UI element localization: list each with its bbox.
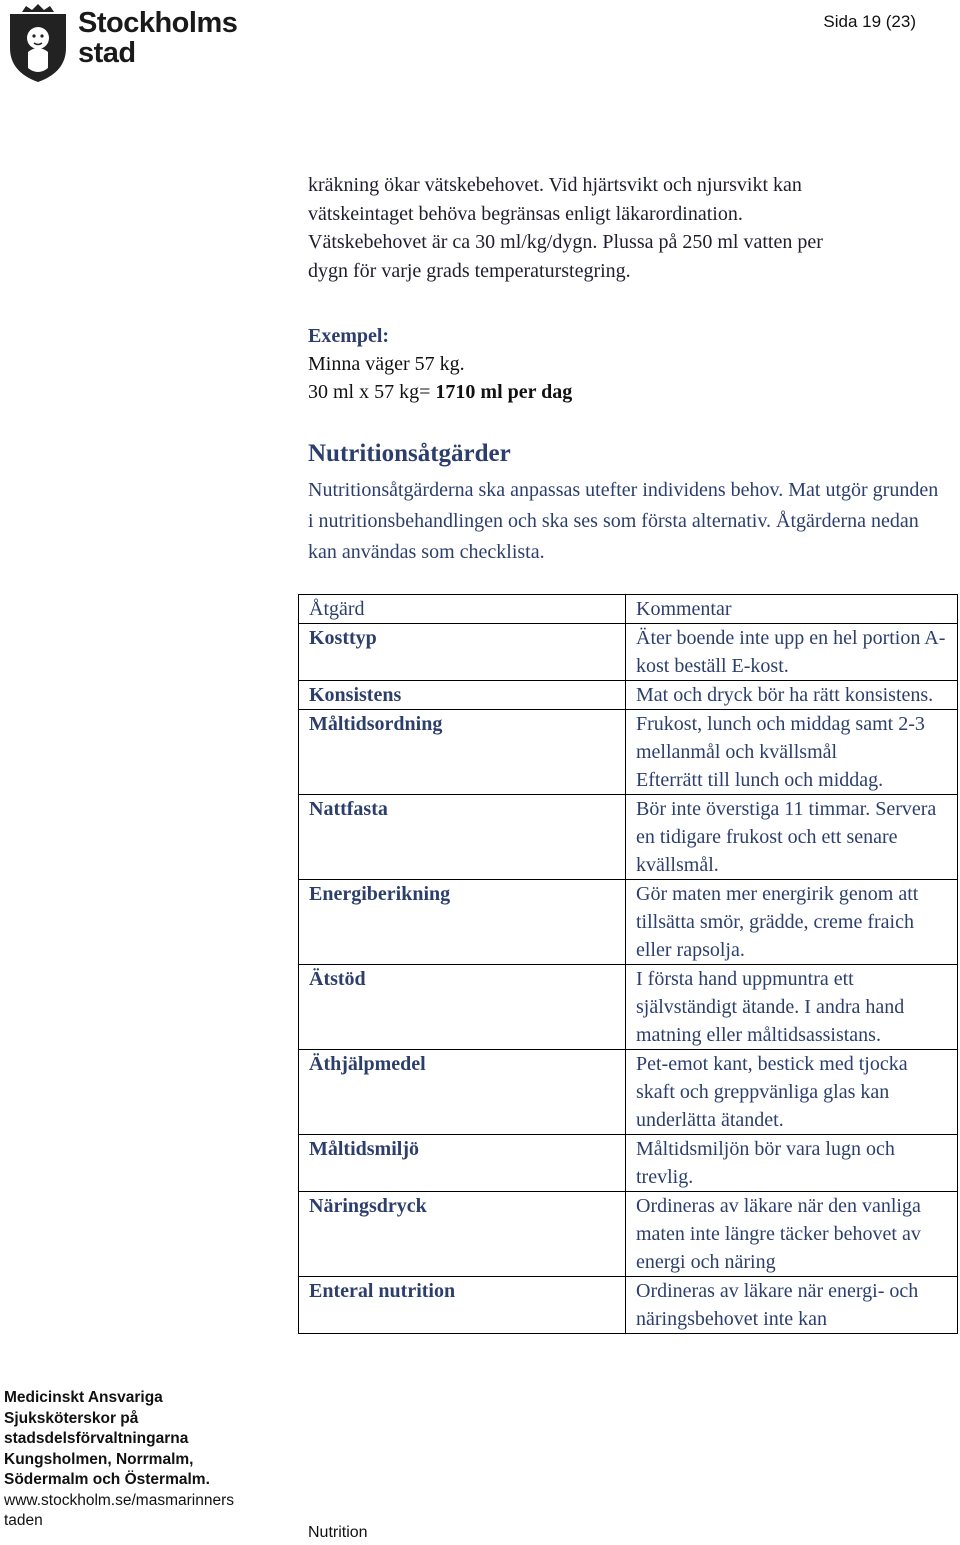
header-comment: Kommentar [626,595,958,624]
action-cell: Kosttyp [299,624,626,681]
intro-paragraph [308,171,938,285]
table-row [299,681,958,710]
comment-cell: I första hand uppmuntra ett självständigt ätande. I andra hand matning eller måltidsassistans. [626,965,958,1050]
comment-cell: Äter boende inte upp en hel portion A-kost beställ E-kost. [626,624,958,681]
comment-cell: Gör maten mer energirik genom att tillsätta smör, grädde, creme fraich eller rapsolja. [626,880,958,965]
example-calculation [308,378,938,406]
intro-line: kräkning ökar vätskebehovet. Vid hjärtsvikt och njursvikt kan [308,174,802,196]
sidebar-line: Sjuksköterskor på [4,1409,139,1427]
comment-cell: Ordineras av läkare när energi- och näringsbehovet inte kan [626,1277,958,1334]
action-cell: Ätstöd [299,965,626,1050]
comment-cell: Ordineras av läkare när den vanliga maten inte längre täcker behovet av energi och näring [626,1192,958,1277]
comment-cell: Pet-emot kant, bestick med tjocka skaft och greppvänliga glas kan underlätta ätandet. [626,1050,958,1135]
action-cell: Måltidsmiljö [299,1135,626,1192]
sidebar-link-cont[interactable]: taden [4,1512,43,1529]
table-row [299,624,958,681]
comment-cell: Mat och dryck bör ha rätt konsistens. [626,681,958,710]
action-cell: Näringsdryck [299,1192,626,1277]
city-crest-icon [6,4,70,84]
table-row [299,1192,958,1277]
comment-cell: Bör inte överstiga 11 timmar. Servera en tidigare frukost och ett senare kvällsmål. [626,795,958,880]
comment-cell: Måltidsmiljön bör vara lugn och trevlig. [626,1135,958,1192]
calc-result: 1710 ml per dag [435,381,573,403]
comment-cell [626,710,958,795]
intro-line: dygn för varje grads temperaturstegring. [308,259,631,282]
example-line: Minna väger 57 kg. [308,353,465,375]
intro-line: vätskeintaget behöva begränsas enligt läkarordination. [308,202,743,225]
sidebar-line: Södermalm och Östermalm. [4,1471,210,1488]
logo-text-line2: stad [78,37,136,69]
table-row [299,710,958,795]
logo-text-line1: Stockholms [78,7,238,39]
table-row [299,965,958,1050]
table-row [299,1135,958,1192]
sidebar-link[interactable]: www.stockholm.se/masmarinners [4,1491,234,1509]
sidebar-line: Kungsholmen, Norrmalm, [4,1450,194,1468]
section-heading: Nutritionsåtgärder [308,440,511,467]
comment-text-extra: Efterrätt till lunch och middag. [636,769,884,791]
section-text: Nutritionsåtgärderna ska anpassas utefter individens behov. Mat utgör grunden i nutritionsbehandlingen och ska ses som första alternativ. Åtgärderna nedan kan användas som checklista. [308,479,939,563]
header-action: Åtgärd [299,595,626,624]
intro-line: Vätskebehovet är ca 30 ml/kg/dygn. Plussa på 250 ml vatten per [308,231,823,253]
table-row [299,795,958,880]
sidebar-line: Medicinskt Ansvariga [4,1389,163,1406]
table-row [299,880,958,965]
page-number: Sida 19 (23) [823,12,916,31]
example-heading: Exempel: [308,325,390,347]
calc-prefix: 30 ml x 57 kg= [308,381,436,403]
action-cell: Måltidsordning [299,710,626,795]
footer-text: Nutrition [308,1524,368,1541]
actions-table [298,594,958,1334]
action-cell: Äthjälpmedel [299,1050,626,1135]
sidebar-contact [4,1388,266,1532]
action-cell: Nattfasta [299,795,626,880]
sidebar-line: stadsdelsförvaltningarna [4,1430,189,1447]
action-cell: Enteral nutrition [299,1277,626,1334]
action-cell: Energiberikning [299,880,626,965]
logo-wordmark [78,8,237,68]
table-header-row [299,595,958,624]
stockholms-stad-logo [6,4,246,84]
comment-text: Frukost, lunch och middag samt 2-3 mellanmål och kvällsmål [636,713,925,763]
action-cell: Konsistens [299,681,626,710]
table-row [299,1050,958,1135]
example-block [308,322,938,406]
table-row [299,1277,958,1334]
